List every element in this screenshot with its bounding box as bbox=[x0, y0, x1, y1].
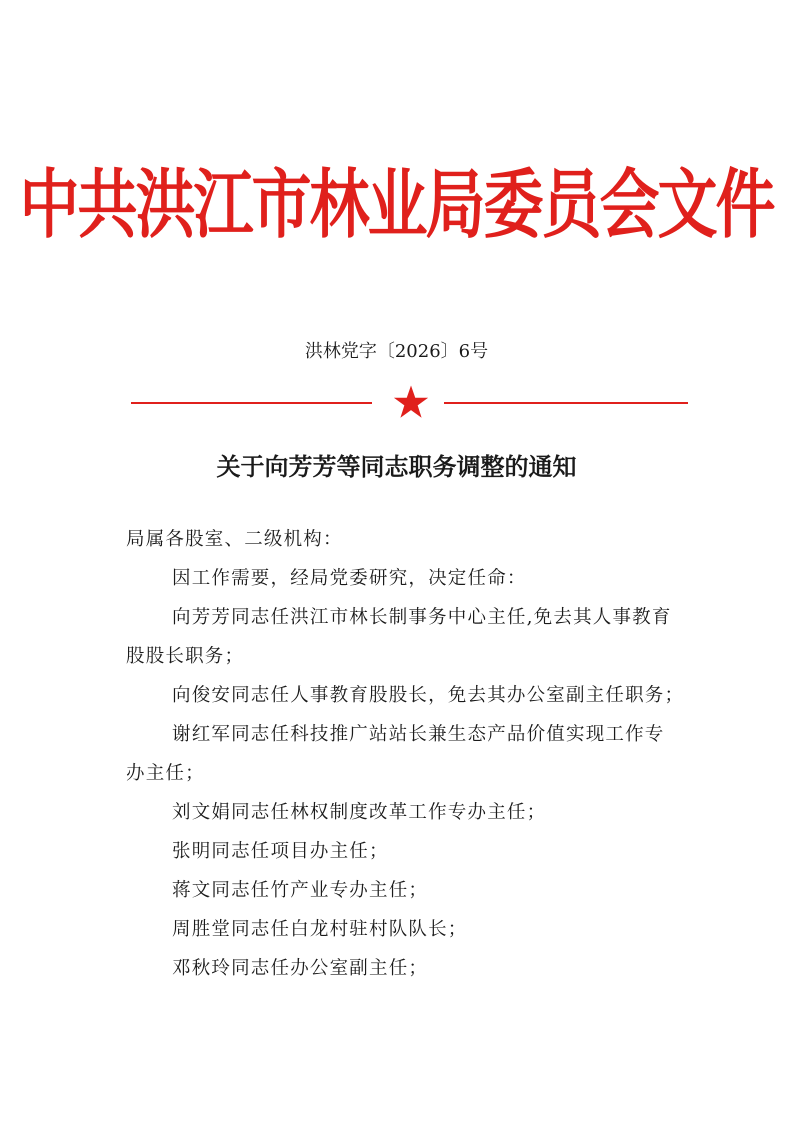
red-divider-left bbox=[131, 402, 372, 404]
appointment-line: 股股长职务； bbox=[126, 646, 245, 667]
document-header-title: 中共洪江市林业局委员会文件 bbox=[19, 161, 774, 250]
appointment-line: 向芳芳同志任洪江市林长制事务中心主任,免去其人事教育 bbox=[172, 607, 672, 628]
appointment-line: 向俊安同志任人事教育股股长，免去其办公室副主任职务； bbox=[172, 685, 685, 706]
document-number: 洪林党字〔2026〕6号 bbox=[304, 341, 489, 362]
appointment-line: 邓秋玲同志任办公室副主任； bbox=[172, 958, 429, 979]
appointment-line: 办主任； bbox=[126, 763, 205, 784]
appointment-line: 张明同志任项目办主任； bbox=[172, 841, 389, 862]
recipient-line: 局属各股室、二级机构： bbox=[126, 529, 343, 550]
appointment-line: 谢红军同志任科技推广站站长兼生态产品价值实现工作专 bbox=[172, 724, 665, 745]
appointment-line: 蒋文同志任竹产业专办主任； bbox=[172, 880, 429, 901]
intro-paragraph: 因工作需要，经局党委研究，决定任命： bbox=[172, 568, 527, 589]
star-icon bbox=[393, 384, 429, 420]
appointment-line: 周胜堂同志任白龙村驻村队队长； bbox=[172, 919, 468, 940]
red-divider-right bbox=[444, 402, 688, 404]
appointment-line: 刘文娟同志任林权制度改革工作专办主任； bbox=[172, 802, 547, 823]
notice-title: 关于向芳芳等同志职务调整的通知 bbox=[216, 452, 577, 481]
